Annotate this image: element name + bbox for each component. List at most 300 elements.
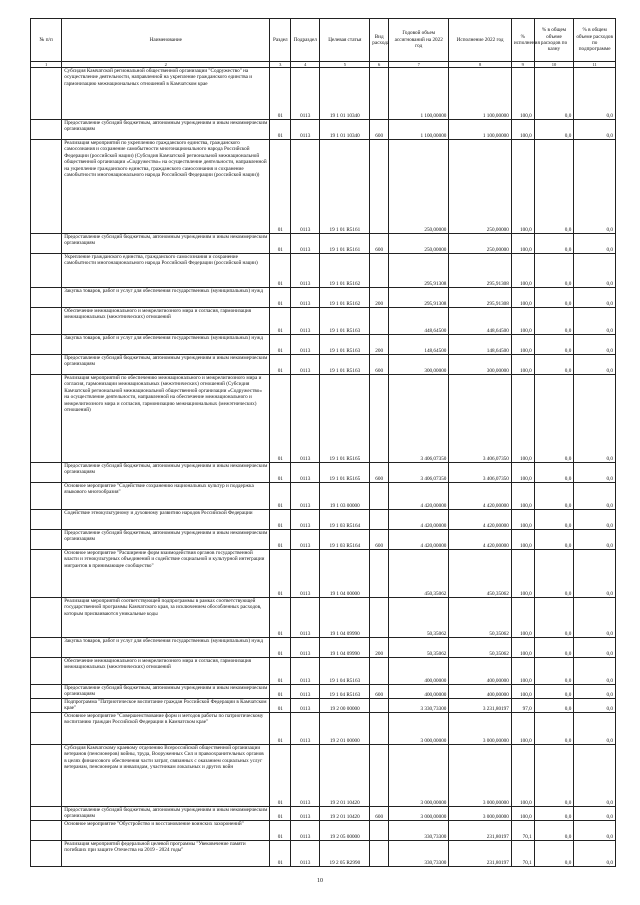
cell-vr: [370, 254, 389, 288]
cell-podrazdel: 0113: [291, 713, 320, 745]
cell-index: [31, 335, 62, 355]
cell-plan: 330,73300: [389, 841, 449, 867]
cell-vr: [370, 483, 389, 510]
cell-razdel: 01: [270, 288, 291, 308]
cell-s11: 0,0: [574, 355, 616, 375]
cell-pct: 100,0: [511, 713, 534, 745]
cell-s11: 0,0: [574, 234, 616, 254]
cell-podrazdel: 0113: [291, 658, 320, 685]
cell-s11: 0,0: [574, 713, 616, 745]
cell-razdel: 01: [270, 685, 291, 699]
cell-cs: 19 1 01 10340: [320, 68, 370, 120]
cell-podrazdel: 0113: [291, 598, 320, 638]
cell-name: Субсидия Камчатской региональной общественной организации "Содружество" на осуществление деятельности, направленной на укрепление гражданского единства и гармонизацию межнациональных отношений в Камчатском крае: [62, 68, 270, 120]
cell-s11: 0,0: [574, 308, 616, 335]
cell-name: Основное мероприятие "Содействие сохранению национальных культур и поддержка языкового многообразия": [62, 483, 270, 510]
cell-podrazdel: 0113: [291, 821, 320, 841]
cell-name: Основное мероприятие "Совершенствование форм и методов работы по патриотическому воспитанию граждан Российской Федерации в Камчатском крае": [62, 713, 270, 745]
cell-s11: 0,0: [574, 335, 616, 355]
cell-cs: 19 2 01 10420: [320, 745, 370, 807]
table-row: [31, 713, 616, 745]
cell-razdel: 01: [270, 355, 291, 375]
cell-pct: 100,0: [511, 807, 534, 821]
cell-fact: 295,91308: [449, 254, 511, 288]
cell-index: [31, 658, 62, 685]
column-number: 5: [320, 62, 370, 68]
cell-name: Субсидия Камчатскому краевому отделению Всероссийской общественной организации ветеранов (пенсионеров) войны, труда, Вооруженных Сил и правоохранительных органов в целях финансового обеспечения части затрат, связанных с оказанием социальных услуг ветеранам, пенсионерам и инвалидам, участникам локальных и других войн: [62, 745, 270, 807]
cell-razdel: 01: [270, 335, 291, 355]
cell-pct: 100,0: [511, 550, 534, 598]
cell-index: [31, 638, 62, 658]
cell-razdel: 01: [270, 140, 291, 234]
cell-podrazdel: 0113: [291, 234, 320, 254]
table-row: [31, 140, 616, 234]
cell-fact: 3 231,80197: [449, 699, 511, 713]
cell-razdel: 01: [270, 713, 291, 745]
cell-cs: 19 1 01 R5161: [320, 234, 370, 254]
table-row: [31, 288, 616, 308]
cell-vr: 200: [370, 638, 389, 658]
cell-plan: 4 420,00000: [389, 483, 449, 510]
cell-index: [31, 510, 62, 530]
table-row: [31, 308, 616, 335]
cell-vr: [370, 510, 389, 530]
column-number: 2: [62, 62, 270, 68]
cell-fact: 400,00000: [449, 658, 511, 685]
cell-podrazdel: 0113: [291, 550, 320, 598]
cell-pct: 100,0: [511, 638, 534, 658]
cell-cs: 19 2 05 00000: [320, 821, 370, 841]
cell-s10: 0,0: [534, 807, 574, 821]
table-row: [31, 120, 616, 140]
column-header: Раздел: [270, 19, 291, 62]
cell-fact: 4 420,00000: [449, 510, 511, 530]
cell-plan: 448,64500: [389, 308, 449, 335]
cell-fact: 3 000,00000: [449, 745, 511, 807]
column-header: Исполнение 2022 год: [449, 19, 511, 62]
cell-s11: 0,0: [574, 254, 616, 288]
cell-fact: 4 420,00000: [449, 483, 511, 510]
cell-fact: 250,00000: [449, 234, 511, 254]
column-header: Вид расхода: [370, 19, 389, 62]
cell-s10: 0,0: [534, 699, 574, 713]
cell-s10: 0,0: [534, 375, 574, 463]
cell-vr: 600: [370, 685, 389, 699]
cell-pct: 100,0: [511, 658, 534, 685]
cell-vr: [370, 821, 389, 841]
cell-cs: 19 1 03 00000: [320, 483, 370, 510]
table-row: [31, 234, 616, 254]
cell-plan: 295,91308: [389, 288, 449, 308]
cell-plan: 1 100,00000: [389, 120, 449, 140]
table-row: [31, 254, 616, 288]
cell-s11: 0,0: [574, 288, 616, 308]
cell-razdel: 01: [270, 699, 291, 713]
cell-razdel: 01: [270, 308, 291, 335]
cell-cs: 19 1 01 R5161: [320, 140, 370, 234]
cell-fact: 4 420,00000: [449, 530, 511, 550]
cell-plan: 250,00000: [389, 234, 449, 254]
cell-cs: 19 1 03 R5164: [320, 510, 370, 530]
cell-s10: 0,0: [534, 463, 574, 483]
cell-podrazdel: 0113: [291, 308, 320, 335]
cell-s11: 0,0: [574, 598, 616, 638]
cell-index: [31, 685, 62, 699]
cell-razdel: 01: [270, 841, 291, 867]
cell-s11: 0,0: [574, 463, 616, 483]
cell-vr: 600: [370, 530, 389, 550]
cell-podrazdel: 0113: [291, 355, 320, 375]
cell-s11: 0,0: [574, 68, 616, 120]
cell-fact: 295,91308: [449, 288, 511, 308]
cell-s10: 0,0: [534, 510, 574, 530]
cell-podrazdel: 0113: [291, 530, 320, 550]
column-header: Годовой объем ассигнований на 2022 год: [389, 19, 449, 62]
cell-podrazdel: 0113: [291, 483, 320, 510]
cell-razdel: 01: [270, 68, 291, 120]
cell-s10: 0,0: [534, 140, 574, 234]
column-header: % в общем объеме расходов по казну: [534, 19, 574, 62]
cell-podrazdel: 0113: [291, 699, 320, 713]
cell-fact: 3 406,07350: [449, 375, 511, 463]
cell-pct: 100,0: [511, 288, 534, 308]
cell-podrazdel: 0113: [291, 745, 320, 807]
cell-plan: 50,35062: [389, 598, 449, 638]
cell-vr: 600: [370, 355, 389, 375]
cell-index: [31, 841, 62, 867]
table-body: [31, 68, 616, 867]
cell-cs: 19 1 01 R5163: [320, 335, 370, 355]
cell-razdel: 01: [270, 550, 291, 598]
cell-name: Обеспечение межнационального и межрелигиозного мира и согласия, гармонизация межнациональных (межэтнических) отношений: [62, 308, 270, 335]
column-number: 7: [389, 62, 449, 68]
column-number: 1: [31, 62, 62, 68]
cell-vr: [370, 375, 389, 463]
cell-pct: 100,0: [511, 745, 534, 807]
column-number: 10: [534, 62, 574, 68]
cell-plan: 148,64500: [389, 335, 449, 355]
budget-execution-table: [30, 18, 616, 867]
cell-podrazdel: 0113: [291, 463, 320, 483]
cell-name: Предоставление субсидий бюджетным, автономным учреждениям и иным некоммерческим организациям: [62, 355, 270, 375]
cell-fact: 3 000,00000: [449, 807, 511, 821]
cell-name: Основное мероприятие "Расширение форм взаимодействия органов государственной власти и этнокультурных объединений и содействие социальной и культурной интеграции мигрантов в принимающее сообщество": [62, 550, 270, 598]
cell-name: Предоставление субсидий бюджетным, автономным учреждениям и иным некоммерческим организациям: [62, 120, 270, 140]
cell-podrazdel: 0113: [291, 807, 320, 821]
cell-pct: 100,0: [511, 463, 534, 483]
cell-s10: 0,0: [534, 821, 574, 841]
cell-cs: 19 2 01 00000: [320, 713, 370, 745]
cell-s11: 0,0: [574, 685, 616, 699]
cell-pct: 100,0: [511, 254, 534, 288]
cell-s11: 0,0: [574, 658, 616, 685]
cell-name: Обеспечение межнационального и межрелигиозного мира и согласия, гармонизация межнациональных (межэтнических) отношений: [62, 658, 270, 685]
cell-razdel: 01: [270, 807, 291, 821]
cell-plan: 450,35062: [389, 550, 449, 598]
cell-cs: 19 1 04 00000: [320, 550, 370, 598]
cell-cs: 19 1 04 R5163: [320, 685, 370, 699]
table-row: [31, 699, 616, 713]
cell-podrazdel: 0113: [291, 254, 320, 288]
cell-cs: 19 2 00 00000: [320, 699, 370, 713]
cell-index: [31, 68, 62, 120]
cell-razdel: 01: [270, 745, 291, 807]
cell-s10: 0,0: [534, 550, 574, 598]
cell-podrazdel: 0113: [291, 120, 320, 140]
cell-razdel: 01: [270, 598, 291, 638]
cell-name: Основное мероприятие "Обустройство и восстановление воинских захоронений": [62, 821, 270, 841]
cell-name: Реализация мероприятий по укреплению гражданского единства, гражданского самосознания и сохранение самобытности многонационального народа Российской Федерации (российской нации) (Субсидия Камчатской региональной межнациональной общественной организации «Содружество» на осуществление деятельности, направленной на укрепление гражданского единства, гражданского самосознания и сохранение самобытности многонационального народа Российской Федерации (российской нации)): [62, 140, 270, 234]
cell-fact: 231,80197: [449, 821, 511, 841]
cell-vr: 600: [370, 807, 389, 821]
cell-fact: 1 100,00000: [449, 120, 511, 140]
cell-index: [31, 713, 62, 745]
cell-vr: [370, 745, 389, 807]
table-row: [31, 355, 616, 375]
cell-index: [31, 807, 62, 821]
cell-vr: 600: [370, 120, 389, 140]
column-header: Подраздел: [291, 19, 320, 62]
cell-s11: 0,0: [574, 841, 616, 867]
cell-s10: 0,0: [534, 713, 574, 745]
cell-plan: 4 420,00000: [389, 530, 449, 550]
table-row: [31, 68, 616, 120]
cell-name: Укрепление гражданского единства, гражданского самосознания и сохранение самобытности многонационального народа Российской Федерации (российской нации): [62, 254, 270, 288]
cell-pct: 100,0: [511, 685, 534, 699]
cell-s11: 0,0: [574, 638, 616, 658]
cell-index: [31, 288, 62, 308]
cell-podrazdel: 0113: [291, 140, 320, 234]
cell-vr: [370, 598, 389, 638]
cell-s10: 0,0: [534, 120, 574, 140]
cell-cs: 19 2 05 R2990: [320, 841, 370, 867]
cell-fact: 450,35062: [449, 550, 511, 598]
cell-s10: 0,0: [534, 254, 574, 288]
cell-s10: 0,0: [534, 658, 574, 685]
cell-name: Предоставление субсидий бюджетным, автономным учреждениям и иным некоммерческим организациям: [62, 234, 270, 254]
cell-s11: 0,0: [574, 375, 616, 463]
cell-cs: 19 1 01 R5162: [320, 254, 370, 288]
table-row: [31, 335, 616, 355]
table-row: [31, 821, 616, 841]
cell-index: [31, 308, 62, 335]
cell-index: [31, 550, 62, 598]
table-row: [31, 463, 616, 483]
cell-fact: 300,00000: [449, 355, 511, 375]
cell-fact: 250,00000: [449, 140, 511, 234]
cell-pct: 97,0: [511, 699, 534, 713]
column-header: № п/п: [31, 19, 62, 62]
column-header: % исполнения: [511, 19, 534, 62]
cell-plan: 3 000,00000: [389, 807, 449, 821]
cell-name: Закупка товаров, работ и услуг для обеспечения государственных (муниципальных) нужд: [62, 638, 270, 658]
cell-plan: 250,00000: [389, 140, 449, 234]
cell-fact: 3 406,07350: [449, 463, 511, 483]
cell-s10: 0,0: [534, 335, 574, 355]
cell-cs: 19 1 04 R5163: [320, 658, 370, 685]
cell-name: Закупка товаров, работ и услуг для обеспечения государственных (муниципальных) нужд: [62, 288, 270, 308]
cell-s10: 0,0: [534, 288, 574, 308]
cell-pct: 100,0: [511, 335, 534, 355]
cell-podrazdel: 0113: [291, 841, 320, 867]
cell-fact: 231,80197: [449, 841, 511, 867]
cell-plan: 400,00000: [389, 685, 449, 699]
cell-podrazdel: 0113: [291, 288, 320, 308]
table-row: [31, 745, 616, 807]
table-row: [31, 638, 616, 658]
cell-s11: 0,0: [574, 807, 616, 821]
cell-fact: 3 000,00000: [449, 713, 511, 745]
cell-index: [31, 140, 62, 234]
cell-s11: 0,0: [574, 550, 616, 598]
cell-s11: 0,0: [574, 140, 616, 234]
cell-vr: [370, 140, 389, 234]
cell-pct: 100,0: [511, 483, 534, 510]
table-row: [31, 375, 616, 463]
cell-pct: 100,0: [511, 598, 534, 638]
cell-index: [31, 463, 62, 483]
column-number: 4: [291, 62, 320, 68]
cell-razdel: 01: [270, 463, 291, 483]
cell-name: Реализация мероприятий по обеспечению межнационального и межрелигиозного мира и согласия, гармонизации межнациональных (межэтнических) отношений (Субсидия Камчатской региональной межнациональной общественной организации «Содружество» на осуществление деятельности, направленной на обеспечение межнационального и межрелигиозного мира и согласия, гармонизацию межнациональных (межэтнических) отношений): [62, 375, 270, 463]
cell-plan: 295,91308: [389, 254, 449, 288]
cell-podrazdel: 0113: [291, 335, 320, 355]
cell-fact: 50,35062: [449, 598, 511, 638]
cell-pct: 100,0: [511, 120, 534, 140]
cell-cs: 19 1 04 09990: [320, 638, 370, 658]
cell-s11: 0,0: [574, 120, 616, 140]
cell-razdel: 01: [270, 638, 291, 658]
table-row: [31, 550, 616, 598]
column-header: % в общем объеме расходов по подпрограмме: [574, 19, 616, 62]
cell-pct: 100,0: [511, 530, 534, 550]
cell-plan: 3 406,07350: [389, 375, 449, 463]
cell-cs: 19 1 01 10340: [320, 120, 370, 140]
page-number: 10: [317, 878, 323, 884]
cell-index: [31, 483, 62, 510]
cell-razdel: 01: [270, 510, 291, 530]
cell-s10: 0,0: [534, 841, 574, 867]
table-row: [31, 510, 616, 530]
cell-s10: 0,0: [534, 483, 574, 510]
cell-razdel: 01: [270, 120, 291, 140]
cell-s11: 0,0: [574, 821, 616, 841]
cell-s11: 0,0: [574, 699, 616, 713]
cell-s10: 0,0: [534, 530, 574, 550]
cell-index: [31, 120, 62, 140]
cell-podrazdel: 0113: [291, 510, 320, 530]
cell-plan: 3 000,00000: [389, 713, 449, 745]
cell-razdel: 01: [270, 234, 291, 254]
cell-plan: 3 000,00000: [389, 745, 449, 807]
cell-name: Закупка товаров, работ и услуг для обеспечения государственных (муниципальных) нужд: [62, 335, 270, 355]
table-row: [31, 483, 616, 510]
cell-pct: 100,0: [511, 510, 534, 530]
cell-s10: 0,0: [534, 638, 574, 658]
cell-s10: 0,0: [534, 355, 574, 375]
cell-pct: 100,0: [511, 355, 534, 375]
cell-index: [31, 530, 62, 550]
cell-plan: 330,73300: [389, 821, 449, 841]
cell-vr: [370, 308, 389, 335]
table-row: [31, 807, 616, 821]
cell-cs: 19 1 01 R5163: [320, 355, 370, 375]
cell-razdel: 01: [270, 375, 291, 463]
cell-cs: 19 1 01 R5165: [320, 375, 370, 463]
cell-cs: 19 1 01 R5165: [320, 463, 370, 483]
cell-s10: 0,0: [534, 234, 574, 254]
cell-podrazdel: 0113: [291, 638, 320, 658]
cell-index: [31, 699, 62, 713]
cell-vr: 600: [370, 463, 389, 483]
cell-vr: [370, 658, 389, 685]
cell-fact: 400,00000: [449, 685, 511, 699]
cell-index: [31, 254, 62, 288]
cell-pct: 70,1: [511, 821, 534, 841]
column-header: Наименование: [62, 19, 270, 62]
cell-plan: 4 420,00000: [389, 510, 449, 530]
cell-cs: 19 2 01 10420: [320, 807, 370, 821]
cell-s10: 0,0: [534, 598, 574, 638]
cell-s11: 0,0: [574, 510, 616, 530]
cell-plan: 50,35062: [389, 638, 449, 658]
cell-vr: 600: [370, 234, 389, 254]
cell-s11: 0,0: [574, 530, 616, 550]
cell-pct: 100,0: [511, 234, 534, 254]
column-header: Целевая статья: [320, 19, 370, 62]
cell-index: [31, 375, 62, 463]
cell-s10: 0,0: [534, 745, 574, 807]
cell-pct: 70,1: [511, 841, 534, 867]
cell-s10: 0,0: [534, 68, 574, 120]
cell-pct: 100,0: [511, 308, 534, 335]
cell-name: Предоставление субсидий бюджетным, автономным учреждениям и иным некоммерческим организациям: [62, 463, 270, 483]
table-row: [31, 530, 616, 550]
cell-name: Реализация мероприятий федеральной целевой программы "Увековечение памяти погибших при защите Отечества на 2019 - 2024 годы": [62, 841, 270, 867]
cell-plan: 400,00000: [389, 658, 449, 685]
cell-cs: 19 1 01 R5163: [320, 308, 370, 335]
cell-fact: 1 100,00000: [449, 68, 511, 120]
cell-razdel: 01: [270, 530, 291, 550]
cell-pct: 100,0: [511, 140, 534, 234]
cell-name: Реализация мероприятий соответствующей подпрограммы в рамках соответствующей государственной программы Камчатского края, за исключением обособленных расходов, которым присваиваются уникальные коды: [62, 598, 270, 638]
cell-name: Предоставление субсидий бюджетным, автономным учреждениям и иным некоммерческим организациям: [62, 685, 270, 699]
cell-plan: 1 100,00000: [389, 68, 449, 120]
cell-plan: 3 330,73300: [389, 699, 449, 713]
cell-fact: 448,64500: [449, 308, 511, 335]
header-row: [31, 19, 616, 62]
cell-name: Предоставление субсидий бюджетным, автономным учреждениям и иным некоммерческим организациям: [62, 807, 270, 821]
cell-vr: [370, 713, 389, 745]
cell-index: [31, 355, 62, 375]
cell-index: [31, 821, 62, 841]
cell-pct: 100,0: [511, 68, 534, 120]
cell-cs: 19 1 01 R5162: [320, 288, 370, 308]
column-number: 9: [511, 62, 534, 68]
cell-razdel: 01: [270, 254, 291, 288]
cell-razdel: 01: [270, 658, 291, 685]
cell-vr: [370, 68, 389, 120]
cell-cs: 19 1 04 09990: [320, 598, 370, 638]
cell-pct: 100,0: [511, 375, 534, 463]
column-number: 11: [574, 62, 616, 68]
column-number: 6: [370, 62, 389, 68]
cell-name: Подпрограмма "Патриотическое воспитание граждан Российской Федерации в Камчатском крае": [62, 699, 270, 713]
cell-fact: 148,64500: [449, 335, 511, 355]
cell-podrazdel: 0113: [291, 68, 320, 120]
cell-cs: 19 1 03 R5164: [320, 530, 370, 550]
cell-vr: 200: [370, 288, 389, 308]
